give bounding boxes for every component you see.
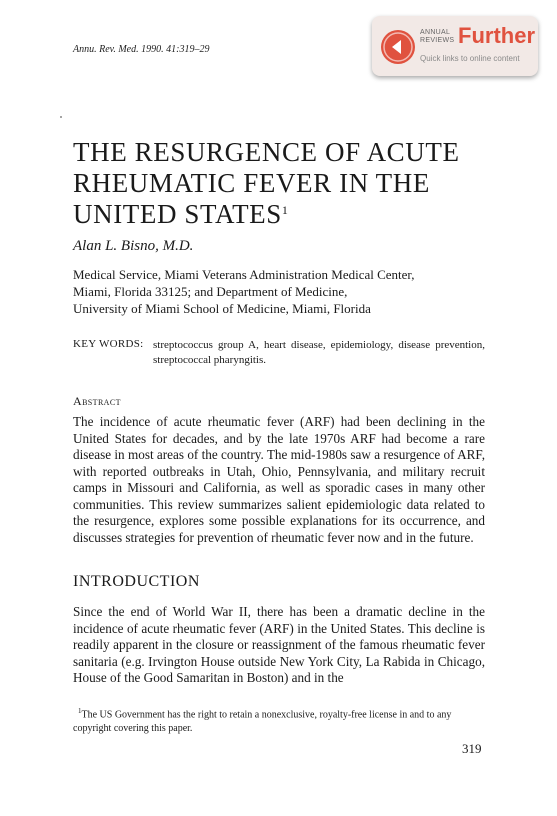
affiliation-line: University of Miami School of Medicine, Miami, Florida [73, 301, 371, 316]
affiliation-line: Miami, Florida 33125; and Department of Medicine, [73, 284, 348, 299]
introduction-heading: INTRODUCTION [73, 573, 200, 590]
banner-org-line2: REVIEWS [420, 37, 455, 44]
banner-org-line1: ANNUAL [420, 29, 451, 36]
footnote-text: The US Government has the right to retain a nonexclusive, royalty-free license in and to any copyright covering this paper. [73, 709, 452, 735]
scan-speck [60, 116, 62, 118]
author-name: Alan L. Bisno, M.D. [73, 238, 194, 254]
introduction-text: Since the end of World War II, there has been a dramatic decline in the incidence of acute rheumatic fever (ARF) in the United States. This decline is readily apparent in the closure or reassignment of the famous rheumatic fever sanitaria (e.g. Irvington House outside New York City, La Rabida in Chicago, House of the Good Samaritan in Boston) and in the [73, 604, 485, 685]
page-number: 319 [462, 741, 482, 756]
footnote [73, 704, 485, 736]
article-title [73, 137, 503, 230]
footnote-mark: 1 [78, 707, 82, 715]
title-line-2: RHEUMATIC FEVER IN THE [73, 168, 430, 198]
abstract-text: The incidence of acute rheumatic fever (ARF) had been declining in the United States for decades, and by the late 1970s ARF had become a rare disease in most areas of the country. The mid-1980s saw a resurgence of ARF, with reported outbreaks in Utah, Ohio, Pennsylvania, and military recruit camps in Missouri and California, as well as sporadic cases in many other communities. This review summarizes salient epidemiologic data related to the resurgence, explores some possible explanations for its occurrence, and discusses strategies for prevention of rheumatic fever now and in the future. [73, 414, 485, 545]
abstract-heading: Abstract [73, 394, 121, 408]
affiliation-line: Medical Service, Miami Veterans Administration Medical Center, [73, 267, 415, 282]
banner-title: Further [458, 23, 535, 48]
banner-subtitle: Quick links to online content [420, 54, 520, 63]
title-line-3: UNITED STATES [73, 199, 282, 229]
key-words-list: streptococcus group A, heart disease, epidemiology, disease prevention, streptococcal pharyngitis. [153, 339, 485, 366]
title-line-1: THE RESURGENCE OF ACUTE [73, 137, 460, 167]
title-footnote-mark: 1 [281, 203, 289, 217]
journal-citation: Annu. Rev. Med. 1990. 41:319–29 [73, 44, 210, 55]
further-banner[interactable] [372, 16, 538, 76]
author-affiliation [73, 266, 493, 317]
play-triangle-icon [381, 30, 415, 64]
key-words-label: KEY WORDS: [73, 338, 144, 350]
annual-reviews-logo-text [420, 29, 456, 45]
